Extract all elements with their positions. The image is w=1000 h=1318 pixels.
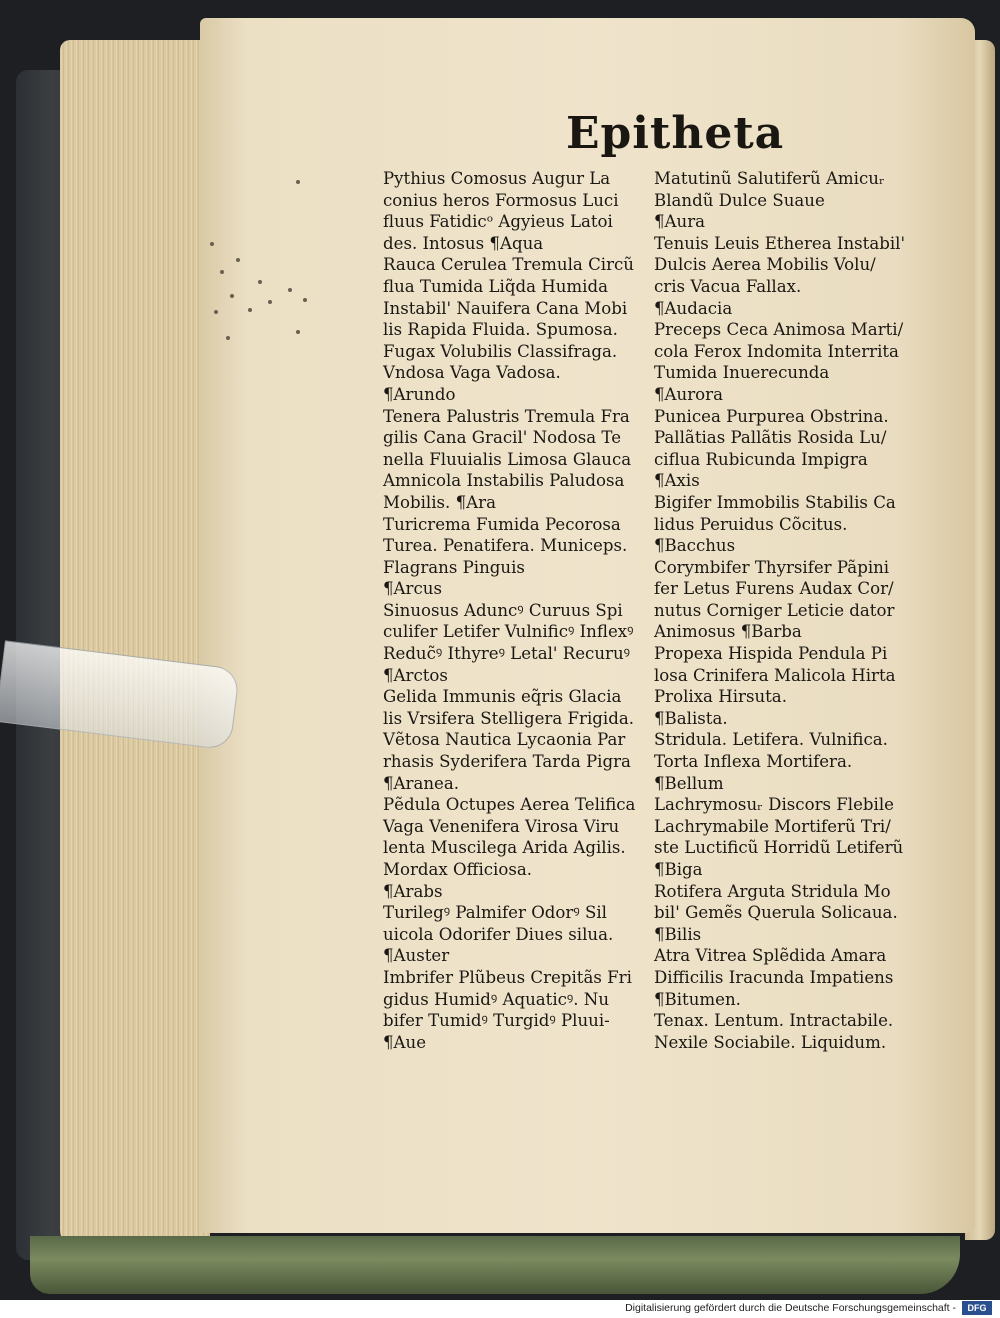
text-line: Propexa Hispida Pendula Pi: [654, 644, 888, 664]
text-line: uicola Odorifer Diues silua.: [383, 924, 614, 944]
text-line: ¶Aura: [654, 212, 706, 232]
text-line: Tumida Inuerecunda: [654, 363, 830, 383]
text-line: bifer Tumidꝰ Turgidꝰ Pluui‐: [383, 1011, 610, 1031]
text-line: ¶Bitumen.: [654, 989, 741, 1009]
text-line: Lachrymabile Mortiferũ Tri/: [654, 816, 891, 836]
text-line: Rotifera Arguta Stridula Mo: [654, 881, 891, 901]
text-column-left: [383, 168, 655, 1053]
page-edges: [60, 40, 210, 1250]
text-line: Tenuis Leuis Etherea Instabil': [654, 233, 906, 253]
wormhole-marks: [208, 170, 318, 350]
text-line: Fugax Volubilis Classifraga.: [383, 341, 618, 361]
text-line: ¶Arctos: [383, 665, 448, 685]
text-line: culifer Letifer Vulnificꝰ Inflexꝰ: [383, 622, 634, 642]
text-line: ¶Balista.: [654, 708, 728, 728]
text-line: Mobilis. ¶Ara: [383, 492, 496, 512]
text-line: Reduc̃ꝰ Ithyreꝰ Letal' Recuruꝰ: [383, 644, 630, 664]
text-line: Mordax Officiosa.: [383, 860, 533, 879]
digitization-credit: Digitalisierung gefördert durch die Deutsche Forschungsgemeinschaft -: [625, 1302, 956, 1314]
text-line: fer Letus Furens Audax Cor/: [654, 579, 894, 599]
text-line: Turicrema Fumida Pecorosa: [383, 514, 621, 534]
text-line: Bigifer Immobilis Stabilis Ca: [654, 492, 896, 512]
text-line: Vẽtosa Nautica Lycaonia Par: [383, 730, 626, 750]
text-line: ¶Bilis: [654, 924, 702, 944]
text-line: Vaga Venenifera Virosa Viru: [383, 816, 620, 836]
text-line: Pythius Comosus Augur La: [383, 169, 611, 188]
text-column-right: [654, 168, 916, 1053]
text-line: Lachrymosuᵣ Discors Flebile: [654, 795, 894, 815]
text-line: ¶Aranea.: [383, 773, 460, 793]
text-line: Flagrans Pinguis: [383, 557, 525, 577]
text-line: ste Luctificũ Horridũ Letiferũ: [654, 838, 904, 858]
text-line: lis Rapida Fluida. Spumosa.: [383, 320, 618, 340]
text-line: Nexile Sociabile. Liquidum.: [654, 1032, 887, 1052]
text-line: ¶Arcus: [383, 579, 442, 599]
text-line: Blandũ Dulce Suaue: [654, 190, 825, 210]
text-line: ¶Auster: [383, 946, 450, 966]
text-line: Pẽdula Octupes Aerea Telifica: [383, 795, 636, 815]
book-cover-bottom: [30, 1236, 960, 1294]
text-line: ¶Aue: [383, 1032, 427, 1052]
text-line: Tenera Palustris Tremula Fra: [383, 406, 630, 426]
text-line: gidus Humidꝰ Aquaticꝰ. Nu: [383, 989, 610, 1009]
text-line: Turea. Penatifera. Municeps.: [383, 536, 628, 556]
text-line: losa Crinifera Malicola Hirta: [654, 665, 896, 685]
text-line: flua Tumida Liq̃da Humida: [383, 276, 608, 296]
text-line: Rauca Cerulea Tremula Circũ: [383, 255, 634, 275]
text-line: nella Fluuialis Limosa Glauca: [383, 449, 632, 469]
text-line: Prolixa Hirsuta.: [654, 687, 787, 707]
text-line: rhasis Syderifera Tarda Pigra: [383, 752, 631, 772]
text-line: ¶Audacia: [654, 298, 733, 318]
text-line: ¶Bacchus: [654, 536, 736, 556]
text-line: Corymbifer Thyrsifer Pãpini: [654, 557, 890, 577]
text-line: ¶Axis: [654, 471, 700, 491]
text-line: cola Ferox Indomita Interrita: [654, 341, 899, 361]
text-line: Instabil' Nauifera Cana Mobi: [383, 298, 628, 318]
text-line: ¶Aurora: [654, 384, 723, 404]
text-line: ¶Bellum: [654, 773, 724, 793]
text-line: ¶Biga: [654, 860, 703, 879]
text-line: Torta Inflexa Mortifera.: [654, 752, 853, 772]
text-line: Atra Vitrea Splẽdida Amara: [654, 946, 887, 966]
text-line: Punicea Purpurea Obstrina.: [654, 406, 889, 426]
text-line: Turilegꝰ Palmifer Odorꝰ Sil: [383, 903, 607, 923]
dfg-logo: DFG: [962, 1301, 992, 1315]
text-line: Stridula. Letifera. Vulnifica.: [654, 730, 888, 750]
text-line: Sinuosus Aduncꝰ Curuus Spi: [383, 600, 623, 620]
text-line: Pallãtias Pallãtis Rosida Lu/: [654, 428, 887, 448]
text-line: Matutinũ Salutiferũ Amicuᵣ: [654, 169, 885, 188]
text-line: lidus Peruidus Cõcitus.: [654, 514, 848, 534]
text-line: gilis Cana Gracil' Nodosa Te: [383, 428, 622, 448]
text-line: conius heros Formosus Luci: [383, 190, 619, 210]
text-line: bil' Gemẽs Querula Solicaua.: [654, 903, 898, 923]
text-line: ciflua Rubicunda Impigra: [654, 449, 868, 469]
text-line: cris Vacua Fallax.: [654, 276, 802, 296]
text-line: Dulcis Aerea Mobilis Volu/: [654, 255, 876, 275]
text-line: Difficilis Iracunda Impatiens: [654, 967, 894, 987]
text-line: Tenax. Lentum. Intractabile.: [654, 1011, 894, 1031]
text-line: des. Intosus ¶Aqua: [383, 233, 544, 253]
text-line: lis Vrsifera Stelligera Frigida.: [383, 708, 634, 728]
text-line: lenta Muscilega Arida Agilis.: [383, 838, 626, 858]
text-line: Imbrifer Plũbeus Crepitãs Fri: [383, 967, 632, 987]
text-line: nutus Corniger Leticie dator: [654, 600, 895, 620]
text-line: Vndosa Vaga Vadosa.: [383, 363, 561, 383]
text-line: Animosus ¶Barba: [654, 622, 802, 642]
text-line: Gelida Immunis eq̃ris Glacia: [383, 687, 622, 707]
text-line: Preceps Ceca Animosa Marti/: [654, 320, 904, 340]
page-heading: Epitheta: [566, 108, 785, 159]
text-line: ¶Arabs: [383, 881, 443, 901]
text-line: ¶Arundo: [383, 384, 456, 404]
text-line: fluus Fatidicᵒ Agyieus Latoi: [383, 212, 613, 232]
text-line: Amnicola Instabilis Paludosa: [383, 471, 625, 491]
